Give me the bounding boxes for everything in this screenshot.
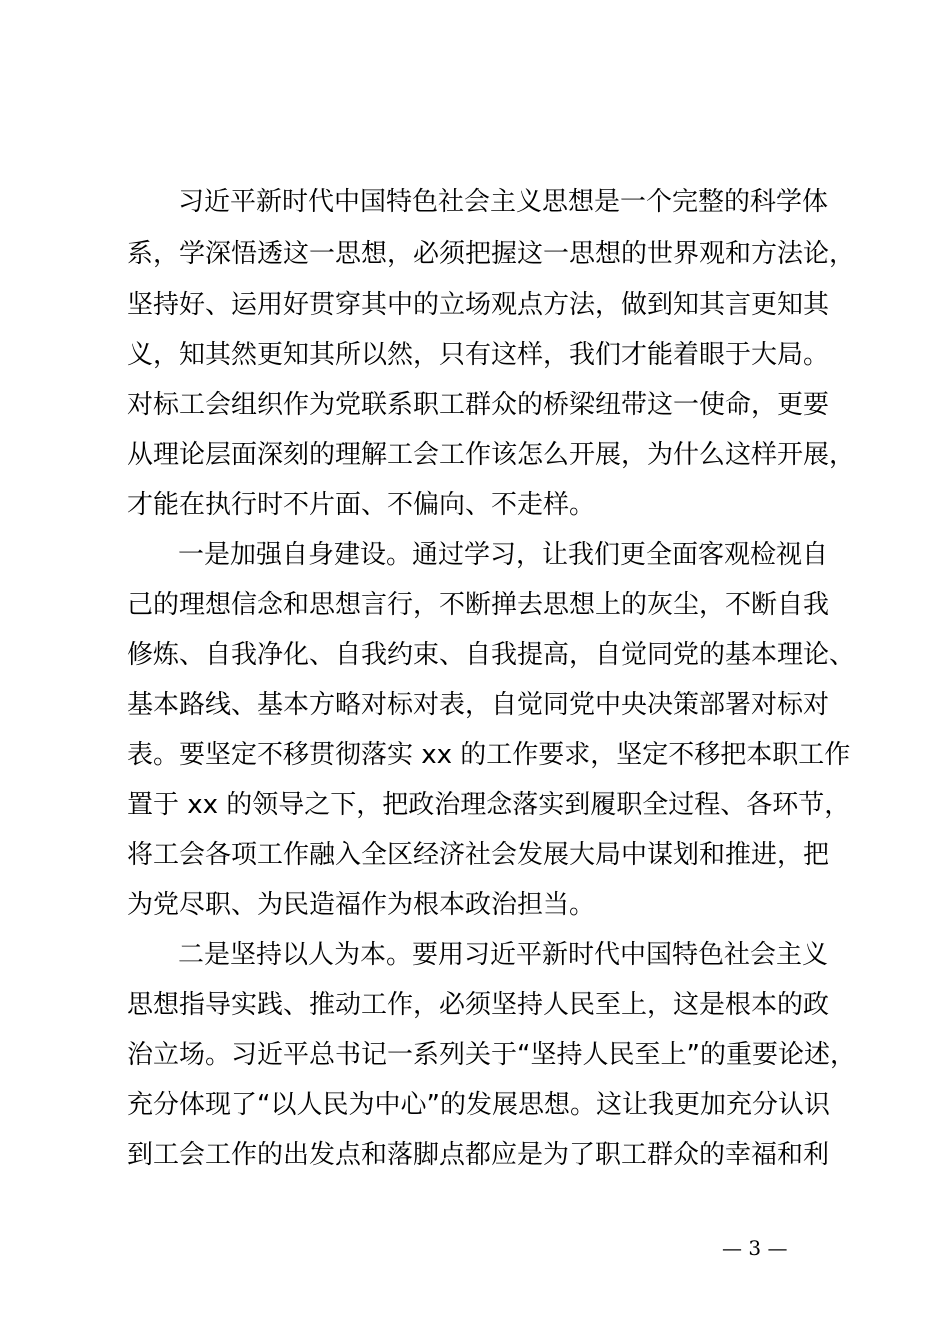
text-line: 己的理想信念和思想言行，不断掸去思想上的灰尘，不断自我 bbox=[127, 590, 830, 620]
text-line: 充分体现了“以人民为中心”的发展思想。这让我更加充分认识 bbox=[127, 1090, 830, 1120]
text-line: 系，学深悟透这一思想，必须把握这一思想的世界观和方法论， bbox=[127, 239, 856, 269]
text-line: 治立场。习近平总书记一系列关于“坚持人民至上”的重要论述， bbox=[127, 1040, 856, 1070]
text-line: 将工会各项工作融入全区经济社会发展大局中谋划和推进，把 bbox=[127, 840, 830, 870]
text-line: 习近平新时代中国特色社会主义思想是一个完整的科学体 bbox=[178, 187, 829, 217]
text-line: 对标工会组织作为党联系职工群众的桥梁纽带这一使命，更要 bbox=[127, 390, 830, 420]
text-line: 修炼、自我净化、自我约束、自我提高，自觉同党的基本理论、 bbox=[127, 640, 856, 670]
text-line: 才能在执行时不片面、不偏向、不走样。 bbox=[127, 490, 596, 520]
page-number: — 3 — bbox=[722, 1236, 788, 1260]
text-line: 基本路线、基本方略对标对表，自觉同党中央决策部署对标对 bbox=[127, 690, 830, 720]
text-line: 到工会工作的出发点和落脚点都应是为了职工群众的幸福和利 bbox=[127, 1140, 830, 1170]
text-line: 义，知其然更知其所以然，只有这样，我们才能着眼于大局。 bbox=[127, 340, 830, 370]
text-line: 一是加强自身建设。通过学习，让我们更全面客观检视自 bbox=[178, 540, 829, 570]
text-line: 置于 xx 的领导之下，把政治理念落实到履职全过程、各环节， bbox=[127, 790, 851, 820]
text-line: 表。要坚定不移贯彻落实 xx 的工作要求，坚定不移把本职工作 bbox=[127, 740, 851, 770]
text-line: 从理论层面深刻的理解工会工作该怎么开展，为什么这样开展， bbox=[127, 440, 856, 470]
text-line: 坚持好、运用好贯穿其中的立场观点方法，做到知其言更知其 bbox=[127, 290, 830, 320]
text-line: 为党尽职、为民造福作为根本政治担当。 bbox=[127, 890, 596, 920]
text-line: 思想指导实践、推动工作，必须坚持人民至上，这是根本的政 bbox=[127, 990, 830, 1020]
text-line: 二是坚持以人为本。要用习近平新时代中国特色社会主义 bbox=[178, 940, 829, 970]
